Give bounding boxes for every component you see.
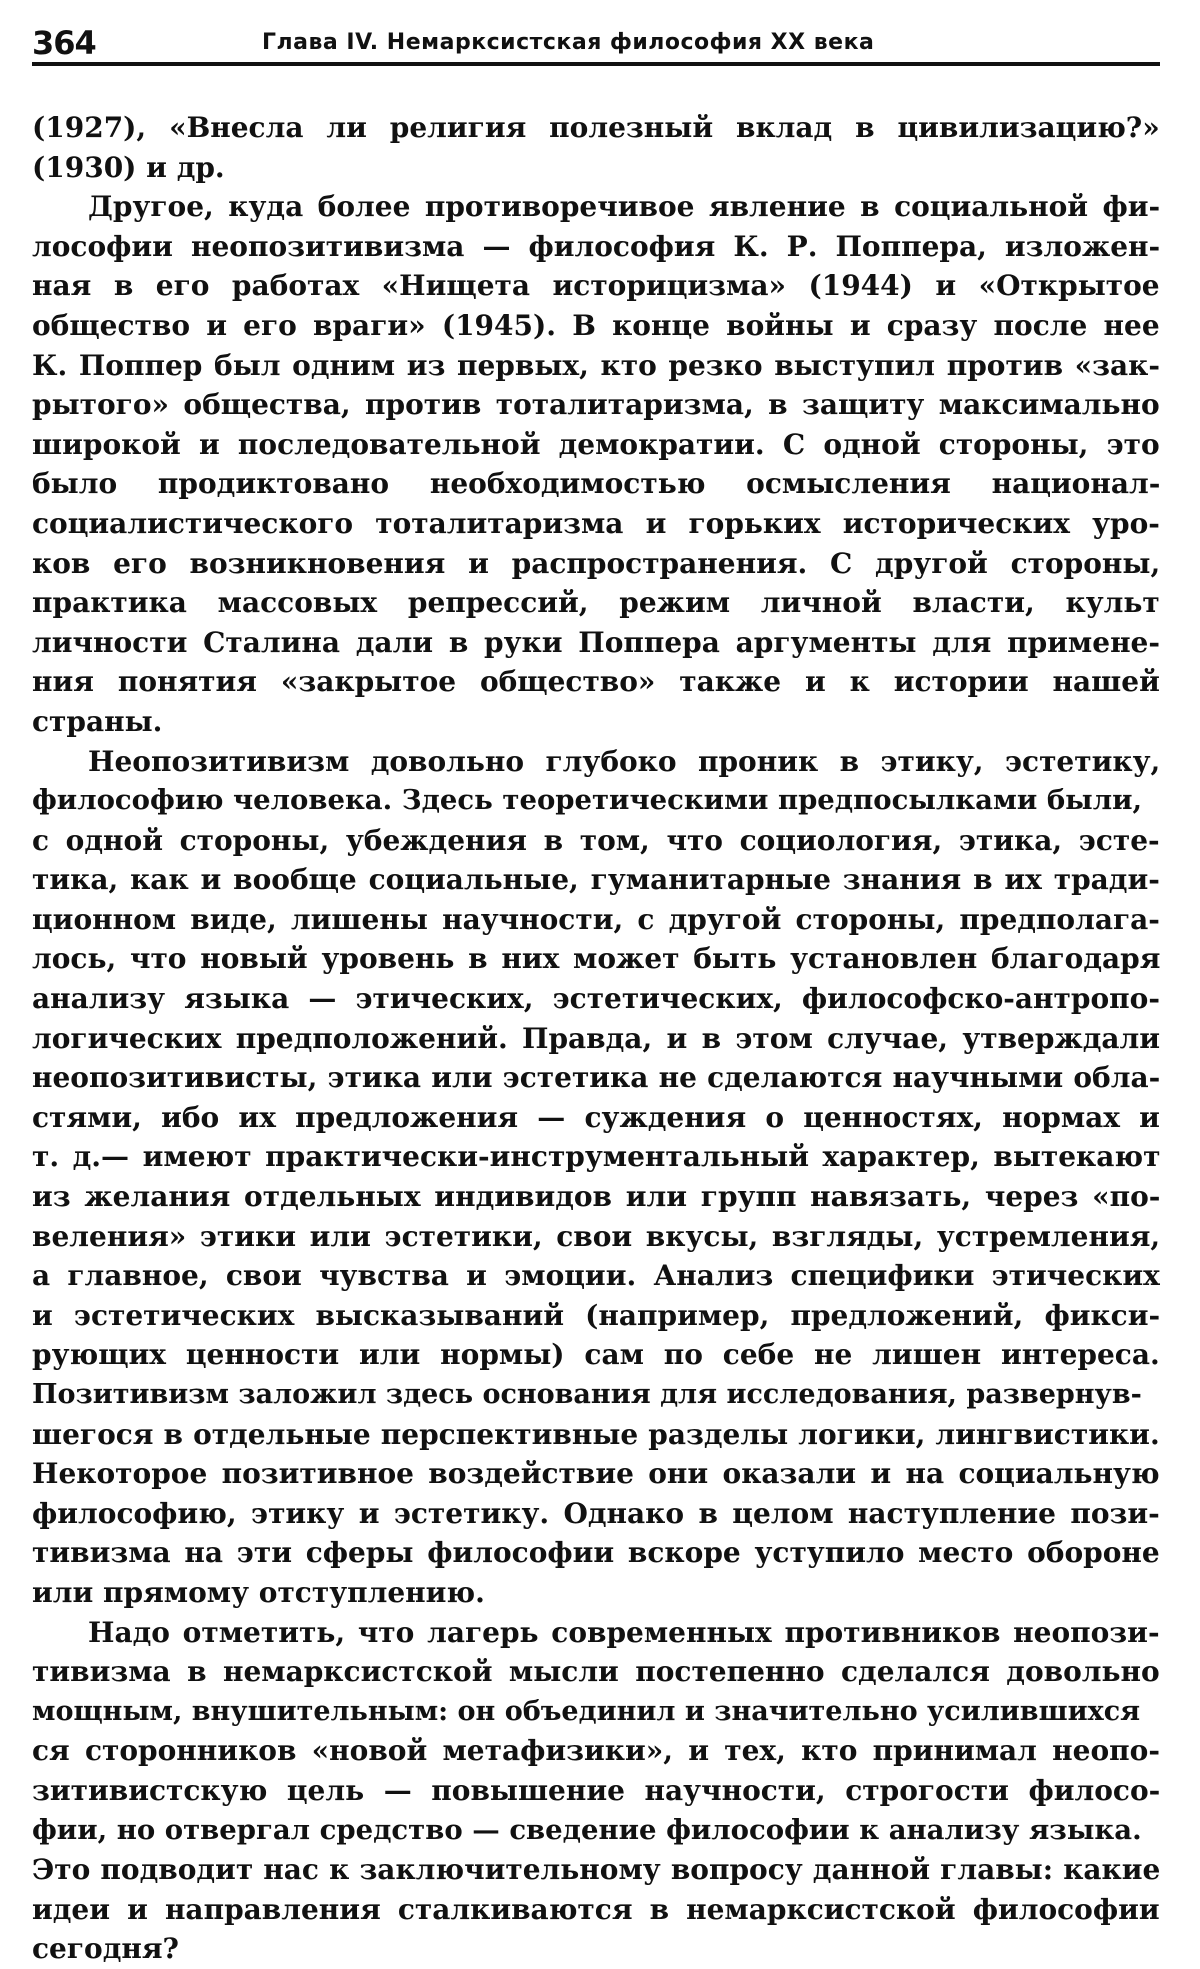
text-line: К. Поппер был одним из первых, кто резко выступил против «зак- [32,348,1161,382]
text-line: тика, как и вообще социальные, гуманитарные знания в их тради- [32,863,1160,897]
text-line: анализу языка — этических, эстетических, философско-антропо- [32,982,1160,1016]
text-line: Это подводит нас к заключительному вопросу данной главы: какие [32,1853,1161,1887]
text-line: и эстетических высказываний (например, предложений, фикси- [32,1298,1161,1332]
text-line: (1930) и др. [32,150,225,184]
text-line: Другое, куда более противоречивое явление в социальной фи- [88,190,1161,224]
text-line: тивизма в немарксистской мысли постепенно сделался довольно [32,1655,1160,1689]
text-line: лософии неопозитивизма — философия К. Р. Поппера, изложен- [32,229,1161,263]
text-line: веления» этики или эстетики, свои вкусы, взгляды, устремления, [32,1219,1161,1253]
text-line: Позитивизм заложил здесь основания для исследования, развернув- [32,1379,1142,1410]
text-line: ния понятия «закрытое общество» также и к истории нашей [32,665,1160,699]
running-head [32,20,1160,66]
text-line: фии, но отвергал средство — сведение философии к анализу языка. [32,1813,1142,1846]
text-line: Надо отметить, что лагерь современных противников неопози- [88,1615,1160,1649]
text-line: идеи и направления сталкиваются в немарксистской философии [32,1892,1160,1926]
text-line: (1927), «Внесла ли религия полезный вклад в цивилизацию?» [32,111,1160,144]
text-line: было продиктовано необходимостью осмысления национал- [32,467,1161,501]
text-line: философию, этику и эстетику. Однако в целом наступление пози- [32,1496,1160,1530]
text-line: лось, что новый уровень в них может быть установлен благодаря [32,942,1161,976]
text-line: ся сторонников «новой метафизики», и тех, кто принимал неопо- [32,1734,1160,1768]
body-text [32,108,1160,1969]
text-line: Неопозитивизм довольно глубоко проник в этику, эстетику, [88,744,1161,778]
text-line: с одной стороны, убеждения в том, что социология, этика, эсте- [32,823,1160,857]
text-line: мощным, внушительным: он объединил и значительно усилившихся [32,1695,1141,1727]
text-line: страны. [32,704,163,738]
text-line: или прямому отступлению. [32,1575,485,1609]
text-line: тивизма на эти сферы философии вскоре уступило место обороне [32,1536,1160,1570]
text-line: а главное, свои чувства и эмоции. Анализ специфики этических [32,1259,1160,1293]
text-line: неопозитивисты, этика или эстетика не сделаются научными обла- [32,1061,1161,1095]
text-line: философию человека. Здесь теоретическими предпосылками были, [32,784,1143,817]
text-line: из желания отдельных индивидов или групп навязать, через «по- [32,1180,1161,1214]
text-line: Некоторое позитивное воздействие они оказали и на социальную [32,1457,1160,1491]
text-line: т. д.— имеют практически-инструментальный характер, вытекают [32,1140,1161,1174]
text-line: широкой и последовательной демократии. С одной стороны, это [32,427,1160,461]
text-line: шегося в отдельные перспективные разделы логики, лингвистики. [32,1417,1160,1451]
text-line: личности Сталина дали в руки Поппера аргументы для примене- [32,625,1160,659]
text-line: практика массовых репрессий, режим личной власти, культ [32,586,1160,620]
text-line: сегодня? [32,1932,179,1966]
text-line: рытого» общества, против тоталитаризма, в защиту максимально [32,388,1160,422]
text-line: рующих ценности или нормы) сам по себе не лишен интереса. [32,1338,1160,1372]
text-line: социалистического тоталитаризма и горьких исторических уро- [32,506,1160,540]
text-line: стями, ибо их предложения — суждения о ценностях, нормах и [32,1100,1160,1134]
text-line: логических предположений. Правда, и в этом случае, утверждали [32,1021,1161,1055]
text-line: ная в его работах «Нищета историцизма» (1944) и «Открытое [32,269,1160,303]
text-line: ционном виде, лишены научности, с другой стороны, предполага- [32,902,1160,936]
text-line: ков его возникновения и распространения. С другой стороны, [32,546,1161,580]
text-line: зитивистскую цель — повышение научности, строгости филосо- [32,1773,1161,1807]
text-line: общество и его враги» (1945). В конце войны и сразу после нее [32,308,1160,342]
chapter-title: Глава IV. Немарксистская философия XX века [262,30,875,55]
page-number: 364 [32,24,96,62]
